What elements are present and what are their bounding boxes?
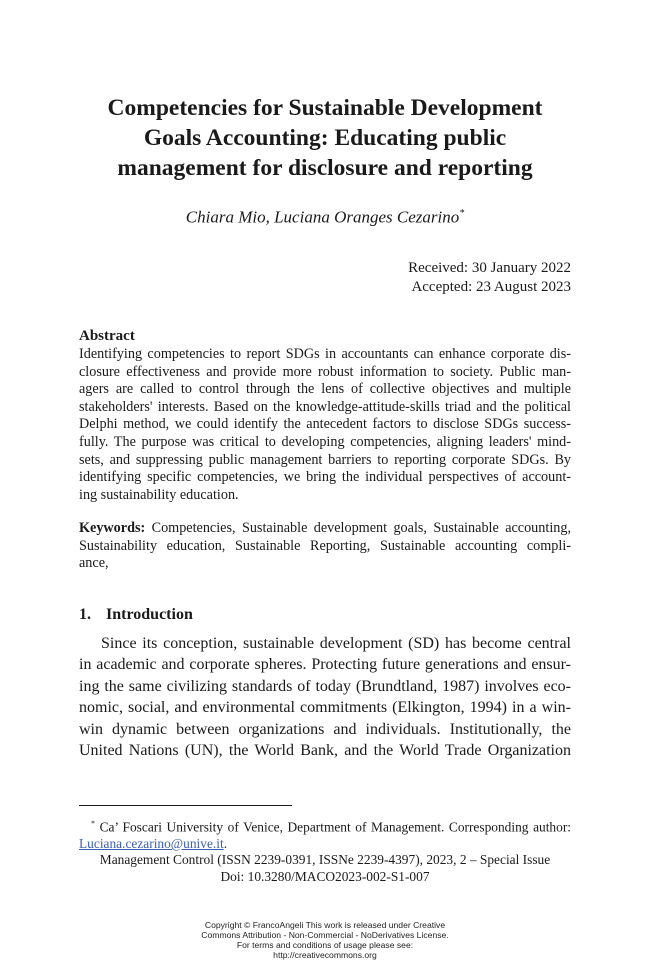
intro-line: nomic, social, and environmental commitments (Elkington, 1994) in a win- bbox=[79, 699, 571, 717]
keywords-line bbox=[79, 520, 571, 538]
doi: Doi: 10.3280/MACO2023-002-S1-007 bbox=[220, 869, 430, 884]
abstract-line: agers are called to control through the lens of collective objectives and multiple bbox=[79, 381, 571, 398]
intro-line: ing the same civilizing standards of today (Brundtland, 1987) involves eco- bbox=[79, 677, 571, 695]
submission-dates bbox=[408, 259, 571, 297]
abstract-line: fully. The purpose was critical to developing competencies, aligning leaders' mind- bbox=[79, 433, 571, 450]
footnote-affiliation: Ca’ Foscari University of Venice, Department of Management. Corresponding author: bbox=[95, 819, 571, 835]
received-date: Received: 30 January 2022 bbox=[408, 260, 571, 276]
keywords-line: Sustainability education, Sustainable Reporting, Sustainable accounting compli- bbox=[79, 537, 571, 554]
journal-info bbox=[0, 851, 650, 885]
section-heading bbox=[79, 605, 193, 625]
footnote-period: . bbox=[223, 835, 228, 851]
intro-line: in academic and corporate spheres. Protecting future generations and ensur- bbox=[79, 656, 571, 674]
copyright-line: Copyright © FrancoAngeli This work is released under Creative bbox=[204, 920, 446, 930]
footnote-line bbox=[79, 816, 571, 836]
footnote-mark: * bbox=[91, 819, 95, 828]
abstract-line: ing sustainability education. bbox=[79, 486, 239, 503]
title-line: Goals Accounting: Educating public bbox=[143, 125, 507, 151]
footnote bbox=[79, 816, 571, 852]
intro-line: win dynamic between organizations and individuals. Institutionally, the bbox=[79, 720, 571, 738]
paper-title bbox=[60, 93, 590, 183]
copyright-line: Commons Attribution - Non-Commercial - NoDerivatives License. bbox=[201, 930, 449, 940]
abstract-heading: Abstract bbox=[79, 328, 135, 344]
intro-line: United Nations (UN), the World Bank, and the World Trade Organization bbox=[79, 742, 571, 760]
intro-line: Since its conception, sustainable development (SD) has become central bbox=[101, 635, 571, 652]
copyright-line: http://creativecommons.org bbox=[273, 950, 377, 960]
authors-names: Chiara Mio, Luciana Oranges Cezarino bbox=[185, 207, 460, 227]
keywords-line: ance, bbox=[79, 555, 109, 572]
keywords-block bbox=[79, 520, 571, 573]
journal-citation: Management Control (ISSN 2239-0391, ISSNe 2239-4397), 2023, 2 – Special Issue bbox=[99, 852, 551, 867]
keywords-label: Keywords: bbox=[79, 520, 146, 536]
abstract-line: sets, and suppressing public management barriers to reporting corporate SDGs. By bbox=[79, 451, 571, 468]
abstract-line: closure effectiveness and provide more robust information to society. Public man- bbox=[79, 363, 571, 380]
section-title: Introduction bbox=[106, 606, 193, 623]
accepted-date: Accepted: 23 August 2023 bbox=[411, 279, 571, 295]
copyright-notice bbox=[0, 920, 650, 960]
abstract-line: identifying specific competencies, we bring the individual perspectives of account- bbox=[79, 469, 571, 486]
footnote-line bbox=[79, 836, 571, 853]
section-number: 1. bbox=[79, 606, 91, 623]
title-line: Competencies for Sustainable Development bbox=[107, 95, 543, 121]
introduction-body bbox=[79, 633, 571, 761]
author-list bbox=[0, 204, 650, 228]
title-line: management for disclosure and reporting bbox=[117, 155, 533, 181]
abstract-body bbox=[79, 346, 571, 504]
footnote-divider bbox=[79, 805, 292, 806]
copyright-line: For terms and conditions of usage please see: bbox=[236, 940, 414, 950]
keywords-text: Competencies, Sustainable development goals, Sustainable accounting, bbox=[145, 520, 571, 536]
author-footnote-mark: * bbox=[459, 208, 465, 219]
author-email-link[interactable]: Luciana.cezarino@unive.it bbox=[79, 835, 224, 851]
abstract-line: stakeholders' interests. Based on the knowledge-attitude-skills triad and the political bbox=[79, 398, 571, 415]
abstract-line: Identifying competencies to report SDGs in accountants can enhance corporate dis- bbox=[79, 346, 571, 362]
abstract-line: Delphi method, we could identify the antecedent factors to disclose SDGs success- bbox=[79, 416, 571, 433]
